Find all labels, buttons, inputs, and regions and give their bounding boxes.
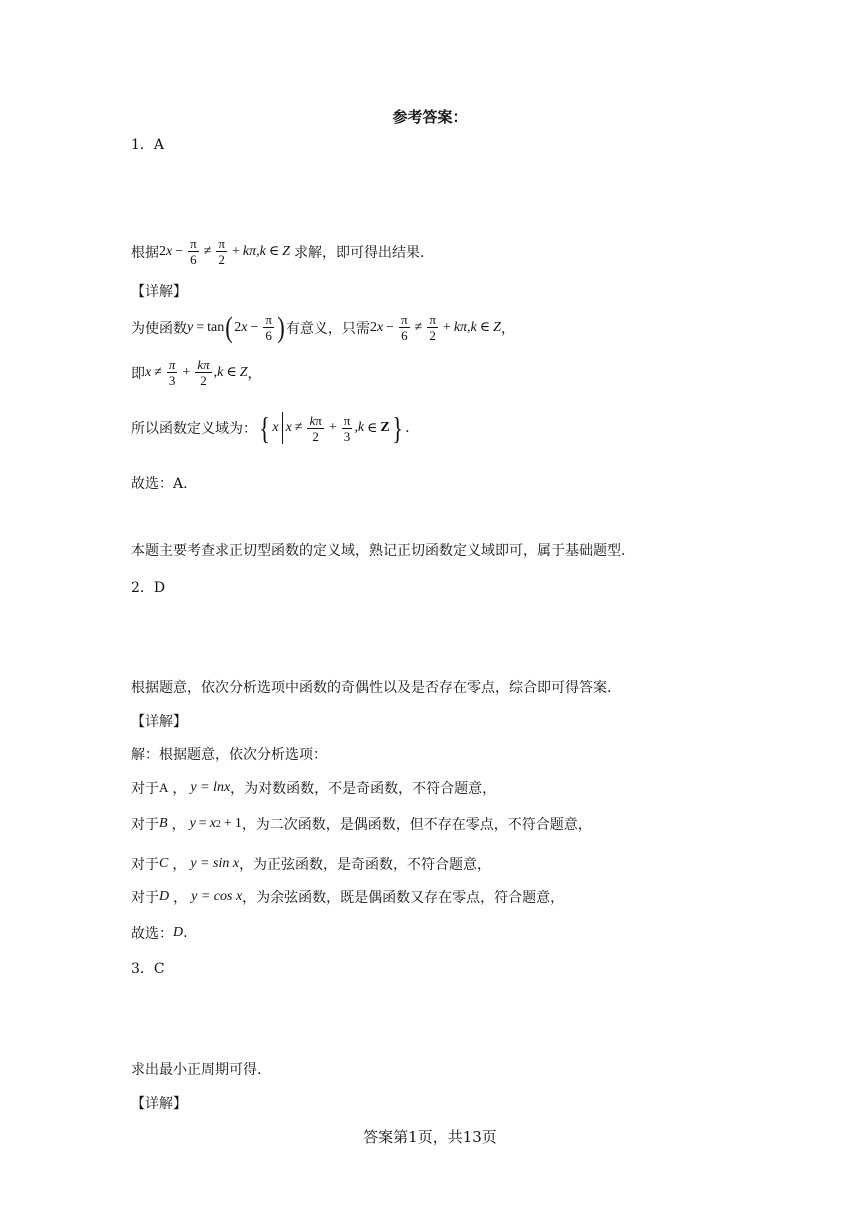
q3-detail-heading: 【详解】 [131, 1096, 187, 1112]
q2-detail-heading: 【详解】 [131, 714, 187, 730]
formula-x-neq: x ≠ $\frac{\pi}{3}$ + $\frac{k\pi}{2}$ ,k ∈ Z [145, 357, 248, 388]
q1-detail-line3: 所以函数定义域为： { x x ≠ $\frac{k\pi}{2}$ + $\frac{\pi}{3}$ ,k ∈ Z } . [131, 410, 410, 446]
page-title: 参考答案： [392, 108, 468, 126]
q2-option-a: 对于 A ， y = lnx ，为对数函数，不是奇函数，不符合题意， [131, 780, 497, 797]
formula-sin: y = sin x [190, 856, 240, 871]
q2-intro: 解：根据题意，依次分析选项： [131, 747, 327, 763]
q1-hint: 根据 2 x − $\frac{\pi}{6}$ ≠ $\frac{\pi}{2}$ + kπ,k ∈ Z 求解，即可得出结果. [131, 236, 425, 267]
q1-detail-heading: 【详解】 [131, 284, 187, 300]
formula-lnx: y = lnx [190, 780, 231, 795]
q1-comment: 本题主要考查求正切型函数的定义域，熟记正切函数定义域即可，属于基础题型. [131, 543, 626, 559]
answer-1: 1．A [131, 137, 165, 153]
q2-option-d: 对于 D ， y = cos x ，为余弦函数，既是偶函数又存在零点，符合题意， [131, 889, 565, 906]
q2-option-b: 对于 B ， y = x 2 + 1 ，为二次函数，是偶函数，但不存在零点，不符合题意， [131, 816, 592, 833]
formula-x-squared: y = x 2 + 1 [189, 816, 242, 831]
answer-3: 3．C [131, 961, 165, 977]
q2-hint: 根据题意，依次分析选项中函数的奇偶性以及是否存在零点，综合即可得答案. [131, 680, 612, 696]
formula-tan: y = tan ( 2 x − $\frac{\pi}{6}$ ) [187, 310, 285, 344]
q2-option-c: 对于 C ， y = sin x ，为正弦函数，是奇函数，不符合题意， [131, 856, 492, 873]
formula-cos: y = cos x [191, 889, 243, 904]
q2-choose: 故选： D . [131, 925, 188, 942]
q1-detail-line2: 即 x ≠ $\frac{\pi}{3}$ + $\frac{k\pi}{2}$ ,k ∈ Z ， [131, 357, 262, 388]
q3-hint: 求出最小正周期可得. [131, 1062, 262, 1078]
q1-choose: 故选：A. [131, 476, 188, 492]
formula-condition: 2 x − $\frac{\pi}{6}$ ≠ $\frac{\pi}{2}$ + kπ,k ∈ Z [159, 236, 290, 267]
answer-2: 2．D [131, 580, 166, 596]
q1-detail-line1: 为使函数 y = tan ( 2 x − $\frac{\pi}{6}$ ) 有意义，只需 2 x − $\frac{\pi}{6}$ ≠ $\frac{\pi}{2}$ + kπ,k ∈ Z ， [131, 310, 515, 344]
page-footer: 答案第1页，共13页 [363, 1128, 497, 1146]
formula-domain-set: { x x ≠ $\frac{k\pi}{2}$ + $\frac{\pi}{3}$ ,k ∈ Z } [259, 410, 403, 446]
